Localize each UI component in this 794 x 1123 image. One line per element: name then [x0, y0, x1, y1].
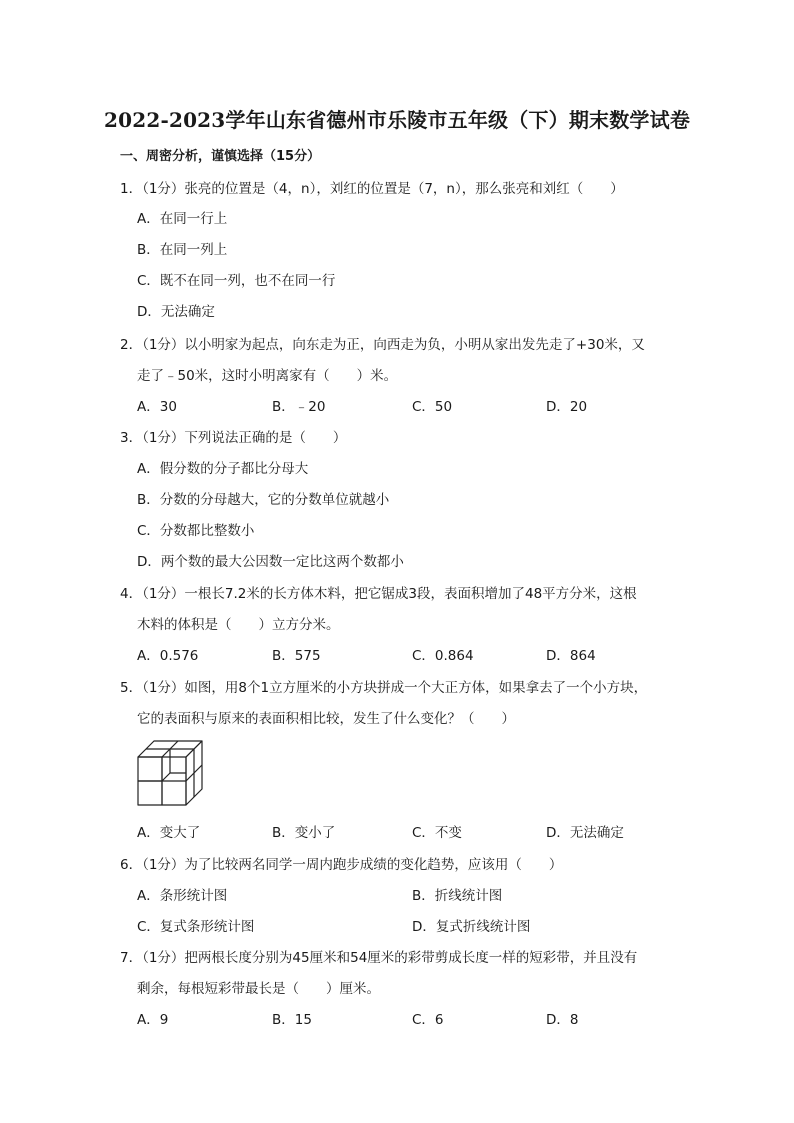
- question-4-text-cont: 木料的体积是（ ）立方分米。: [137, 617, 340, 633]
- q1-option-a: A．在同一行上: [137, 211, 228, 227]
- q6-option-b: B．折线统计图: [412, 888, 503, 904]
- q7-option-b: B．15: [272, 1012, 312, 1028]
- q3-option-d: D．两个数的最大公因数一定比这两个数都小: [137, 554, 404, 570]
- q2-option-a: A．30: [137, 399, 177, 415]
- cube-figure: [134, 735, 210, 809]
- question-6-text: 6．（1分）为了比较两名同学一周内跑步成绩的变化趋势，应该用（ ）: [120, 857, 563, 873]
- q5-option-b: B．变小了: [272, 825, 336, 841]
- question-4-text: 4．（1分）一根长7.2米的长方体木料，把它锯成3段，表面积增加了48平方分米，这根: [120, 586, 637, 602]
- question-5-text-cont: 它的表面积与原来的表面积相比较，发生了什么变化？（ ）: [137, 711, 515, 727]
- q5-option-d: D．无法确定: [546, 825, 624, 841]
- question-2-text-cont: 走了﹣50米，这时小明离家有（ ）米。: [137, 368, 398, 384]
- q1-option-b: B．在同一列上: [137, 242, 228, 258]
- q3-option-b: B．分数的分母越大，它的分数单位就越小: [137, 492, 390, 508]
- q7-option-a: A．9: [137, 1012, 169, 1028]
- question-7-text-cont: 剩余，每根短彩带最长是（ ）厘米。: [137, 981, 380, 997]
- q7-option-c: C．6: [412, 1012, 444, 1028]
- q4-option-d: D．864: [546, 648, 596, 664]
- q3-option-c: C．分数都比整数小: [137, 523, 255, 539]
- q5-option-a: A．变大了: [137, 825, 201, 841]
- q5-option-c: C．不变: [412, 825, 462, 841]
- q3-option-a: A．假分数的分子都比分母大: [137, 461, 309, 477]
- q4-option-b: B．575: [272, 648, 321, 664]
- question-3-text: 3．（1分）下列说法正确的是（ ）: [120, 430, 347, 446]
- question-5-text: 5．（1分）如图，用8个1立方厘米的小方块拼成一个大正方体，如果拿去了一个小方块，: [120, 680, 648, 696]
- q2-option-b: B．﹣20: [272, 399, 326, 415]
- q6-option-d: D．复式折线统计图: [412, 919, 531, 935]
- q4-option-a: A．0.576: [137, 648, 199, 664]
- question-1-text: 1．（1分）张亮的位置是（4，n），刘红的位置是（7，n），那么张亮和刘红（ ）: [120, 181, 624, 197]
- q6-option-c: C．复式条形统计图: [137, 919, 255, 935]
- q2-option-d: D．20: [546, 399, 588, 415]
- q7-option-d: D．8: [546, 1012, 579, 1028]
- q4-option-c: C．0.864: [412, 648, 474, 664]
- question-7-text: 7．（1分）把两根长度分别为45厘米和54厘米的彩带剪成长度一样的短彩带，并且没有: [120, 950, 638, 966]
- q1-option-d: D．无法确定: [137, 304, 215, 320]
- q2-option-c: C．50: [412, 399, 453, 415]
- q1-option-c: C．既不在同一列，也不在同一行: [137, 273, 336, 289]
- question-2-text: 2．（1分）以小明家为起点，向东走为正，向西走为负，小明从家出发先走了+30米，又: [120, 337, 645, 353]
- exam-title: 2022-2023学年山东省德州市乐陵市五年级（下）期末数学试卷: [103, 108, 691, 132]
- section-heading: 一、周密分析，谨慎选择（15分）: [120, 149, 321, 164]
- q6-option-a: A．条形统计图: [137, 888, 228, 904]
